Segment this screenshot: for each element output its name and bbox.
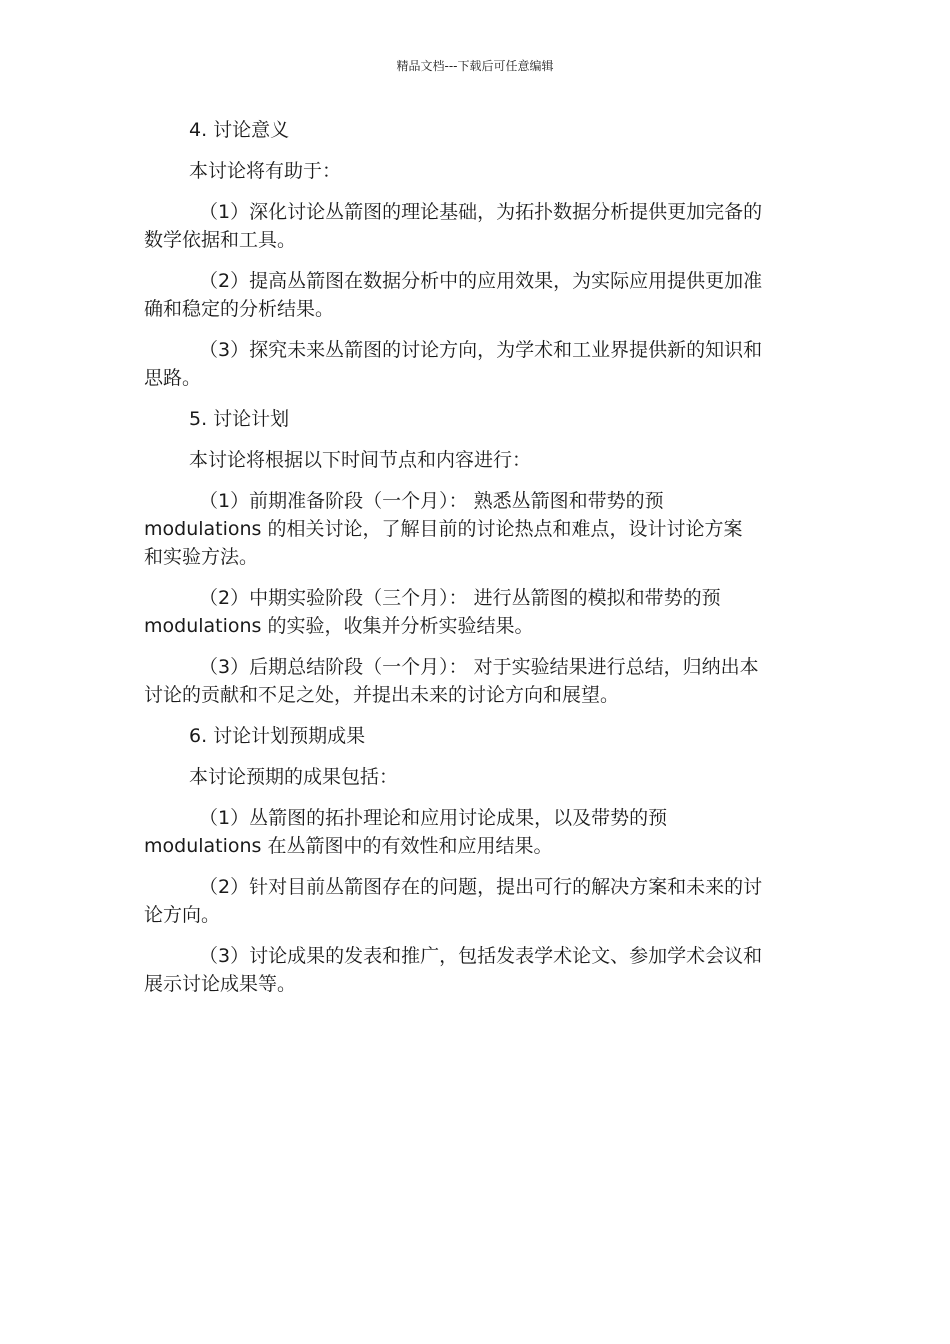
item-line: 和实验方法。 bbox=[144, 546, 259, 568]
item-line: modulations 的实验，收集并分析实验结果。 bbox=[144, 615, 534, 637]
item-line: modulations 在丛箭图中的有效性和应用结果。 bbox=[144, 835, 553, 857]
item-line: 思路。 bbox=[144, 367, 202, 389]
document-body bbox=[144, 116, 808, 1011]
list-item bbox=[144, 804, 808, 860]
list-item bbox=[144, 198, 808, 254]
item-line: （3）探究未来丛箭图的讨论方向，为学术和工业界提供新的知识和 bbox=[199, 339, 763, 361]
page-header: 精品文档---下载后可任意编辑 bbox=[396, 59, 554, 73]
item-line: （2）提高丛箭图在数据分析中的应用效果，为实际应用提供更加准 bbox=[199, 270, 763, 292]
section-expected-results bbox=[144, 722, 808, 998]
item-line: （3）讨论成果的发表和推广，包括发表学术论文、参加学术会议和 bbox=[199, 945, 763, 967]
section-intro: 本讨论将有助于： bbox=[189, 160, 342, 182]
list-item bbox=[144, 267, 808, 323]
item-line: （2）中期实验阶段（三个月）： 进行丛箭图的模拟和带势的预 bbox=[199, 587, 721, 609]
item-line: 讨论的贡献和不足之处，并提出未来的讨论方向和展望。 bbox=[144, 684, 620, 706]
section-plan bbox=[144, 405, 808, 709]
item-line: modulations 的相关讨论，了解目前的讨论热点和难点，设计讨论方案 bbox=[144, 518, 743, 540]
section-heading: 5. 讨论计划 bbox=[189, 408, 290, 430]
list-item bbox=[144, 942, 808, 998]
item-line: （1）深化讨论丛箭图的理论基础，为拓扑数据分析提供更加完备的 bbox=[199, 201, 763, 223]
item-line: （2）针对目前丛箭图存在的问题，提出可行的解决方案和未来的讨 bbox=[199, 876, 763, 898]
item-line: 数学依据和工具。 bbox=[144, 229, 297, 251]
section-intro: 本讨论预期的成果包括： bbox=[189, 766, 399, 788]
section-significance bbox=[144, 116, 808, 392]
section-heading: 4. 讨论意义 bbox=[189, 119, 290, 141]
item-line: （1）前期准备阶段（一个月）： 熟悉丛箭图和带势的预 bbox=[199, 490, 664, 512]
item-line: （3）后期总结阶段（一个月）： 对于实验结果进行总结，归纳出本 bbox=[199, 656, 759, 678]
section-heading: 6. 讨论计划预期成果 bbox=[189, 725, 366, 747]
list-item bbox=[144, 487, 808, 571]
item-line: 论方向。 bbox=[144, 904, 221, 926]
section-intro: 本讨论将根据以下时间节点和内容进行： bbox=[189, 449, 532, 471]
item-line: 确和稳定的分析结果。 bbox=[144, 298, 335, 320]
list-item bbox=[144, 584, 808, 640]
list-item bbox=[144, 653, 808, 709]
item-line: （1）丛箭图的拓扑理论和应用讨论成果，以及带势的预 bbox=[199, 807, 668, 829]
list-item bbox=[144, 336, 808, 392]
list-item bbox=[144, 873, 808, 929]
item-line: 展示讨论成果等。 bbox=[144, 973, 297, 995]
